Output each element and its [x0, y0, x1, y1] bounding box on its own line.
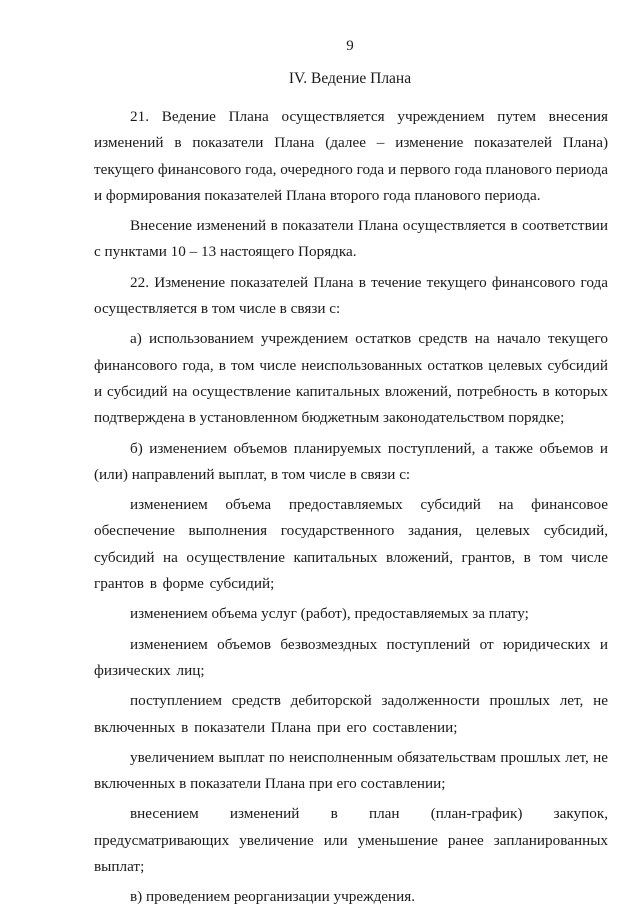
section-heading: IV. Ведение Плана: [288, 70, 412, 87]
list-item-receivables: поступлением средств дебиторской задолженности прошлых лет, не включенных в показатели Плана при его составлении;: [94, 692, 608, 736]
paragraph-22-b: б) изменением объемов планируемых поступлений, а также объемов и (или) направлений выплат, в том числе в связи с:: [94, 439, 608, 483]
list-item-unfulfilled-obligations: увеличением выплат по неисполненным обязательствам прошлых лет, не включенных в показатели Плана при его составлении;: [94, 748, 608, 793]
paragraph-22: 22. Изменение показателей Плана в течение текущего финансового года осуществляется в том числе в связи с:: [94, 273, 608, 318]
list-item-procurement-plan: внесением изменений в план (план-график) закупок, предусматривающих увеличение или уменьшение ранее запланированных выплат;: [94, 805, 608, 876]
paragraph-21: 21. Ведение Плана осуществляется учреждением путем внесения изменений в показатели Плана (далее – изменение показателей Плана) текущего финансового года, очередного года и первого года планового периода и формирования показателей Плана второго года планового периода.: [94, 108, 608, 204]
list-item-subsidies: изменением объема предоставляемых субсидий на финансовое обеспечение выполнения государственного задания, целевых субсидий, субсидий на осуществление капитальных вложений, грантов, в том числе грантов в форме субсидий;: [94, 496, 608, 593]
paragraph-22-a: а) использованием учреждением остатков средств на начало текущего финансового года, в том числе неиспользованных остатков целевых субсидий и субсидий на осуществление капитальных вложений, потребность в которых подтверждена в установленном бюджетным законодательством порядке;: [94, 330, 608, 427]
list-item-paid-services: изменением объема услуг (работ), предоставляемых за плату;: [130, 605, 529, 623]
document-body: [94, 104, 608, 915]
paragraph-22-v: в) проведением реорганизации учреждения.: [130, 888, 416, 906]
list-item-gratuitous-receipts: изменением объемов безвозмездных поступлений от юридических и физических лиц;: [94, 635, 608, 679]
page-number: 9: [346, 38, 354, 54]
paragraph-21-amendments: Внесение изменений в показатели Плана осуществляется в соответствии с пунктами 10 – 13 настоящего Порядка.: [94, 217, 608, 261]
